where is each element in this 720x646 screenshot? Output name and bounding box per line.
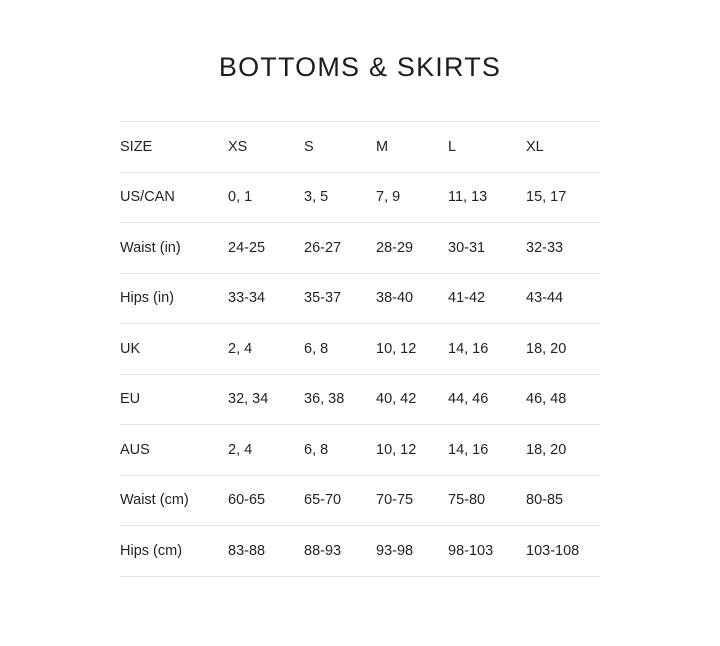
cell-l: 30-31: [448, 223, 526, 274]
cell-xs: 33-34: [228, 273, 304, 324]
cell-l: 11, 13: [448, 172, 526, 223]
page-title: BOTTOMS & SKIRTS: [218, 52, 502, 82]
cell-xs: 0, 1: [228, 172, 304, 223]
table-row: [120, 526, 600, 577]
cell-xl: 80-85: [526, 475, 600, 526]
table-row: [120, 172, 600, 223]
row-label: EU: [120, 374, 228, 425]
column-header-l: L: [448, 122, 526, 173]
cell-xl: 103-108: [526, 526, 600, 577]
row-label: Hips (cm): [120, 526, 228, 577]
cell-xs: 2, 4: [228, 425, 304, 476]
cell-xl: 18, 20: [526, 425, 600, 476]
cell-m: 70-75: [376, 475, 448, 526]
size-table-container: [120, 83, 600, 577]
table-header-row: [120, 122, 600, 173]
table-row: [120, 374, 600, 425]
cell-l: 41-42: [448, 273, 526, 324]
table-row: [120, 223, 600, 274]
row-label: US/CAN: [120, 172, 228, 223]
size-chart-table: [120, 121, 600, 577]
row-label: Waist (in): [120, 223, 228, 274]
cell-s: 65-70: [304, 475, 376, 526]
cell-m: 38-40: [376, 273, 448, 324]
cell-m: 93-98: [376, 526, 448, 577]
table-body: [120, 172, 600, 576]
cell-xs: 24-25: [228, 223, 304, 274]
column-header-size: SIZE: [120, 122, 228, 173]
cell-s: 26-27: [304, 223, 376, 274]
column-header-m: M: [376, 122, 448, 173]
cell-s: 36, 38: [304, 374, 376, 425]
cell-m: 10, 12: [376, 324, 448, 375]
cell-s: 3, 5: [304, 172, 376, 223]
cell-l: 44, 46: [448, 374, 526, 425]
cell-xs: 60-65: [228, 475, 304, 526]
cell-m: 40, 42: [376, 374, 448, 425]
cell-l: 14, 16: [448, 425, 526, 476]
table-row: [120, 425, 600, 476]
cell-l: 98-103: [448, 526, 526, 577]
cell-s: 88-93: [304, 526, 376, 577]
row-label: UK: [120, 324, 228, 375]
table-row: [120, 324, 600, 375]
column-header-xl: XL: [526, 122, 600, 173]
column-header-s: S: [304, 122, 376, 173]
cell-xl: 46, 48: [526, 374, 600, 425]
cell-l: 75-80: [448, 475, 526, 526]
cell-m: 28-29: [376, 223, 448, 274]
cell-m: 7, 9: [376, 172, 448, 223]
cell-s: 35-37: [304, 273, 376, 324]
cell-xl: 32-33: [526, 223, 600, 274]
table-row: [120, 475, 600, 526]
cell-s: 6, 8: [304, 324, 376, 375]
cell-xl: 18, 20: [526, 324, 600, 375]
row-label: Waist (cm): [120, 475, 228, 526]
cell-xs: 32, 34: [228, 374, 304, 425]
cell-xl: 43-44: [526, 273, 600, 324]
cell-xs: 2, 4: [228, 324, 304, 375]
cell-xl: 15, 17: [526, 172, 600, 223]
cell-xs: 83-88: [228, 526, 304, 577]
cell-l: 14, 16: [448, 324, 526, 375]
cell-m: 10, 12: [376, 425, 448, 476]
cell-s: 6, 8: [304, 425, 376, 476]
row-label: Hips (in): [120, 273, 228, 324]
table-row: [120, 273, 600, 324]
column-header-xs: XS: [228, 122, 304, 173]
table-header: [120, 122, 600, 173]
row-label: AUS: [120, 425, 228, 476]
